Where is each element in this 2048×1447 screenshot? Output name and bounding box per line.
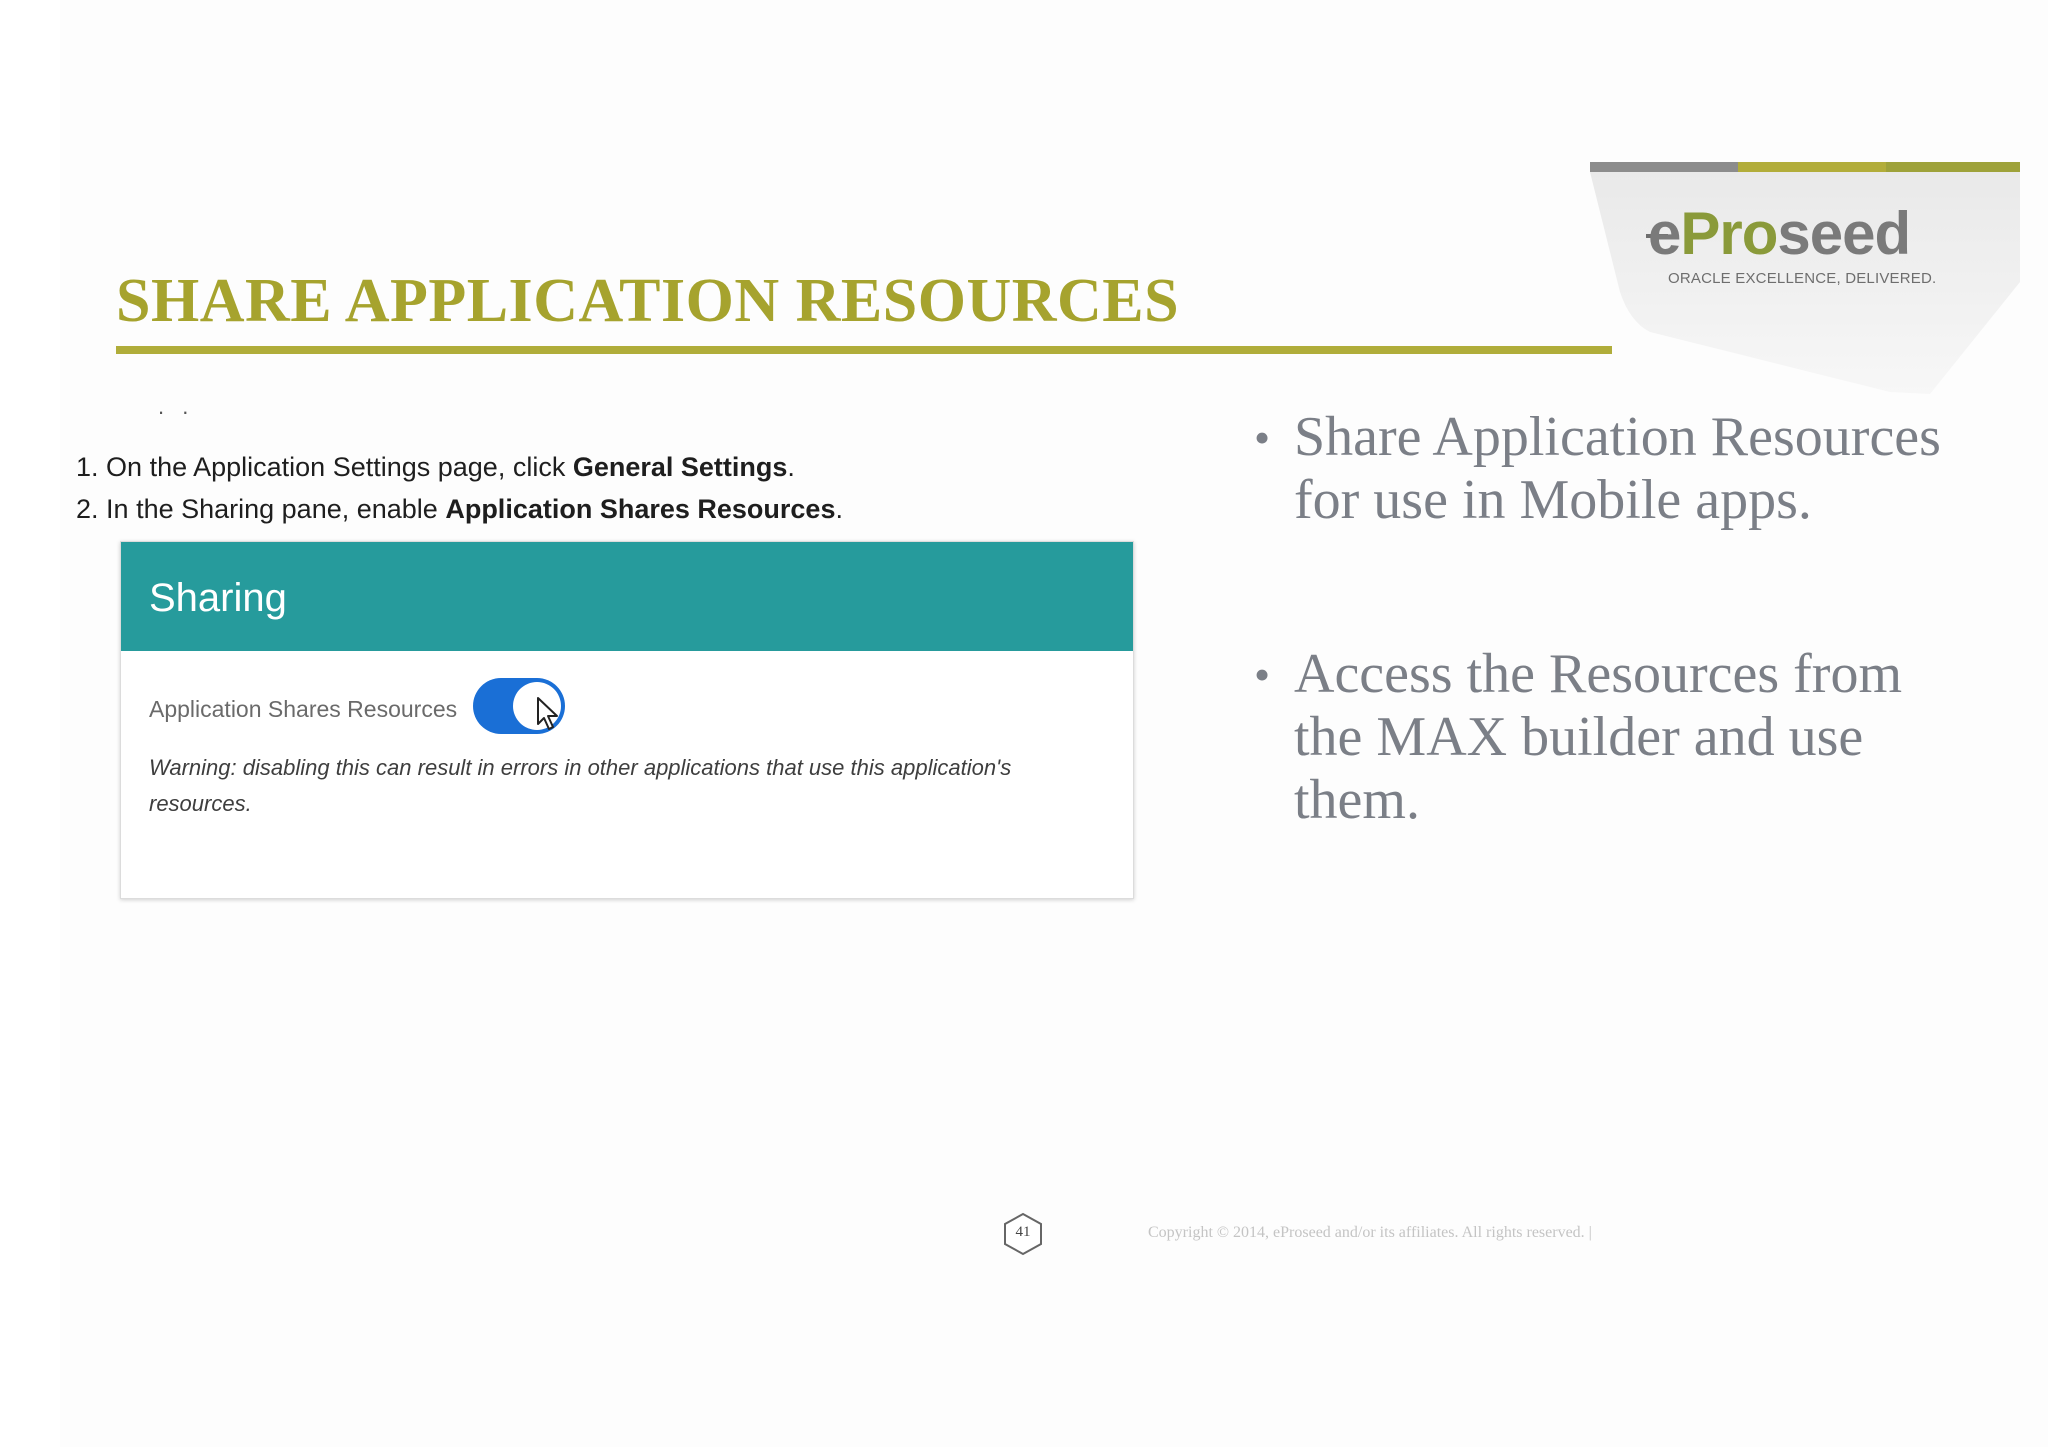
- sharing-panel-title: Sharing: [149, 576, 287, 620]
- mouse-pointer-icon: [535, 696, 563, 732]
- dots-marker: . .: [158, 394, 195, 419]
- eproseed-logo: [1590, 162, 2020, 394]
- logo-bar-olive: [1738, 162, 1886, 172]
- sharing-panel: [120, 541, 1134, 899]
- bullet-list: [1252, 406, 1972, 832]
- slide-title: SHARE APPLICATION RESOURCES: [116, 267, 1180, 335]
- title-underline: [116, 346, 1612, 354]
- page-number: 41: [1015, 1224, 1031, 1240]
- copyright-notice: Copyright © 2014, eProseed and/or its affiliates. All rights reserved. |: [1148, 1224, 1592, 1241]
- logo-tagline: ORACLE EXCELLENCE, DELIVERED.: [1668, 270, 1937, 287]
- bullet-item: • Share Application Resources for use in Mobile apps.: [1252, 406, 1972, 532]
- instruction-step-1: 1. On the Application Settings page, click General Settings.: [76, 452, 795, 482]
- logo-bar-gray: [1590, 162, 1738, 172]
- bullet-item: • Access the Resources from the MAX builder and use them.: [1252, 643, 1972, 832]
- sharing-panel-header: [121, 542, 1133, 651]
- logo-bar-olive-dark: [1886, 162, 2020, 172]
- instruction-step-2: 2. In the Sharing pane, enable Application Shares Resources.: [76, 494, 843, 524]
- logo-wordmark: eProseed: [1648, 200, 1911, 267]
- sharing-warning-text: Warning: disabling this can result in errors in other applications that use this application's resources.: [149, 755, 1012, 816]
- application-shares-resources-label: Application Shares Resources: [149, 696, 458, 722]
